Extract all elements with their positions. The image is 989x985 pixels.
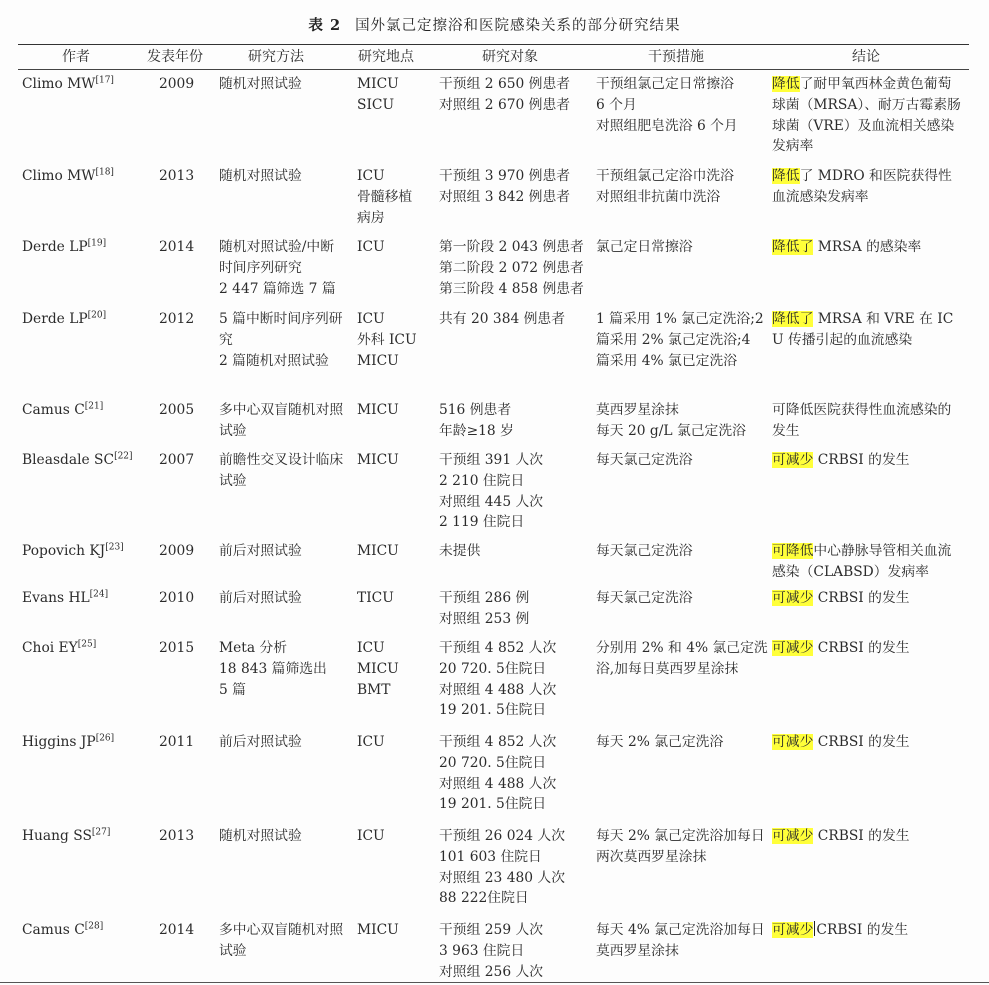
cell-subject: 干预组 4 852 人次 20 720. 5住院日 对照组 4 488 人次 19 201. 5住院日 xyxy=(439,734,557,813)
cell-measure: 干预组氯己定日常擦浴 6 个月 对照组肥皂洗浴 6 个月 xyxy=(596,76,738,134)
reference-mark: [23] xyxy=(105,542,124,553)
highlighted-text: 可减少 xyxy=(772,640,814,656)
highlighted-text: 可减少 xyxy=(772,922,814,938)
highlighted-text: 降低了 xyxy=(772,311,814,327)
highlighted-text: 可降低 xyxy=(772,543,814,559)
cell-conclusion: 可减少 CRBSI 的发生 xyxy=(772,734,910,750)
cell-measure: 干预组氯己定浴巾洗浴 对照组非抗菌巾洗浴 xyxy=(596,168,734,205)
cell-author: Choi EY[25] xyxy=(22,639,97,656)
cell-method: 随机对照试验 xyxy=(219,168,302,184)
highlighted-text: 降低 xyxy=(772,168,800,184)
cell-method: 前瞻性交叉设计临床试验 xyxy=(219,452,344,489)
reference-mark: [19] xyxy=(87,238,107,249)
cell-year: 2014 xyxy=(159,922,195,938)
header-measure: 干预措施 xyxy=(648,49,704,65)
reference-mark: [18] xyxy=(95,167,114,178)
page-bottom-rule xyxy=(0,982,989,983)
cell-method: 多中心双盲随机对照试验 xyxy=(219,402,344,439)
cell-author: Huang SS[27] xyxy=(22,827,111,844)
table-caption xyxy=(0,14,989,35)
cell-measure: 分别用 2% 和 4% 氯己定洗浴,加每日莫西罗星涂抹 xyxy=(596,640,768,677)
cell-year: 2015 xyxy=(159,640,195,656)
reference-mark: [28] xyxy=(84,921,104,932)
cell-year: 2011 xyxy=(159,734,195,750)
cell-site: MICU xyxy=(357,452,399,468)
table-number: 表 2 xyxy=(308,17,342,34)
cell-conclusion: 降低了 MDRO 和医院获得性血流感染发病率 xyxy=(772,168,952,205)
reference-mark: [20] xyxy=(87,310,107,321)
header-site: 研究地点 xyxy=(358,49,414,65)
cell-subject: 未提供 xyxy=(439,543,481,559)
header-year: 发表年份 xyxy=(147,49,203,65)
cell-method: 随机对照试验 xyxy=(219,76,302,92)
reference-mark: [22] xyxy=(114,451,133,462)
cell-site: ICU MICU BMT xyxy=(357,640,399,698)
cell-measure: 每天 2% 氯己定洗浴 xyxy=(596,734,724,750)
cell-year: 2005 xyxy=(159,402,195,418)
cell-measure: 莫西罗星涂抹 每天 20 g/L 氯己定洗浴 xyxy=(596,402,746,439)
cell-site: TICU xyxy=(357,590,394,606)
cell-measure: 每天氯己定洗浴 xyxy=(596,452,693,468)
cell-measure: 1 篇采用 1% 氯己定洗浴;2 篇采用 2% 氯己定洗浴;4 篇采用 4% 氯已定洗浴 xyxy=(596,311,764,369)
cell-conclusion: 可降低中心静脉导管相关血流感染（CLABSD）发病率 xyxy=(772,543,952,580)
cell-subject: 干预组 286 例 对照组 253 例 xyxy=(439,590,530,627)
highlighted-text: 可减少 xyxy=(772,452,814,468)
cell-author: Camus C[21] xyxy=(22,401,104,418)
cell-measure: 每天 2% 氯己定洗浴加每日两次莫西罗星涂抹 xyxy=(596,828,765,865)
cell-site: MICU xyxy=(357,922,399,938)
cell-site: MICU xyxy=(357,402,399,418)
cell-subject: 干预组 3 970 例患者 对照组 3 842 例患者 xyxy=(439,168,571,205)
cell-year: 2009 xyxy=(159,76,195,92)
cell-author: Popovich KJ[23] xyxy=(22,542,124,559)
highlighted-text: 降低了 xyxy=(772,239,814,255)
cell-site: MICU SICU xyxy=(357,76,399,113)
cell-author: Evans HL[24] xyxy=(22,589,109,606)
header-method: 研究方法 xyxy=(248,49,304,65)
cell-year: 2009 xyxy=(159,543,195,559)
cell-subject: 共有 20 384 例患者 xyxy=(439,311,566,327)
reference-mark: [26] xyxy=(95,733,115,744)
reference-mark: [21] xyxy=(84,401,104,412)
cell-author: Derde LP[19] xyxy=(22,238,107,255)
cell-subject: 干预组 391 人次 2 210 住院日 对照组 445 人次 2 119 住院日 xyxy=(439,452,544,531)
cell-subject: 第一阶段 2 043 例患者 第二阶段 2 072 例患者 第三阶段 4 858 例患者 xyxy=(439,239,584,297)
cell-conclusion: 降低了耐甲氧西林金黄色葡萄球菌（MRSA）、耐万古霉素肠球菌（VRE）及血流相关感染发病率 xyxy=(772,76,961,155)
table-header-row xyxy=(0,46,989,68)
cell-subject: 516 例患者 年龄≥18 岁 xyxy=(439,402,514,439)
cell-conclusion: 可减少 CRBSI 的发生 xyxy=(772,452,910,468)
header-conclusion: 结论 xyxy=(852,49,880,65)
reference-mark: [17] xyxy=(95,75,114,86)
cell-year: 2014 xyxy=(159,239,195,255)
cell-subject: 干预组 4 852 人次 20 720. 5住院日 对照组 4 488 人次 19 201. 5住院日 xyxy=(439,640,557,719)
cell-author: Higgins JP[26] xyxy=(22,733,115,750)
cell-author: Bleasdale SC[22] xyxy=(22,451,133,468)
cell-year: 2013 xyxy=(159,168,195,184)
cell-conclusion: 可减少 CRBSI 的发生 xyxy=(772,640,910,656)
table-header-rule xyxy=(18,69,969,70)
cell-measure: 每天 4% 氯己定洗浴加每日莫西罗星涂抹 xyxy=(596,922,765,959)
reference-mark: [25] xyxy=(77,639,97,650)
cell-site: ICU xyxy=(357,239,385,255)
cell-subject: 干预组 2 650 例患者 对照组 2 670 例患者 xyxy=(439,76,571,113)
cell-measure: 氯己定日常擦浴 xyxy=(596,239,693,255)
cell-site: ICU xyxy=(357,734,385,750)
cell-site: ICU 骨髓移植 病房 xyxy=(357,168,413,226)
highlighted-text: 可减少 xyxy=(772,734,814,750)
cell-site: ICU xyxy=(357,828,385,844)
cell-site: ICU 外科 ICU MICU xyxy=(357,311,417,369)
table-title: 国外氯己定擦浴和医院感染关系的部分研究结果 xyxy=(355,18,681,34)
cell-method: Meta 分析 18 843 篇筛选出 5 篇 xyxy=(219,640,327,698)
cell-measure: 每天氯己定洗浴 xyxy=(596,590,693,606)
cell-conclusion: 可降低医院获得性血流感染的发生 xyxy=(772,402,952,439)
cell-year: 2007 xyxy=(159,452,195,468)
cell-author: Camus C[28] xyxy=(22,921,104,938)
cell-conclusion: 降低了 MRSA 和 VRE 在 ICU 传播引起的血流感染 xyxy=(772,311,954,348)
cell-subject: 干预组 259 人次 3 963 住院日 对照组 256 人次 xyxy=(439,922,544,980)
cell-year: 2012 xyxy=(159,311,195,327)
reference-mark: [27] xyxy=(91,827,111,838)
cell-year: 2013 xyxy=(159,828,195,844)
cell-method: 随机对照试验 xyxy=(219,828,302,844)
cell-conclusion: 可减少 CRBSI 的发生 xyxy=(772,922,909,938)
highlighted-text: 可减少 xyxy=(772,828,814,844)
cell-method: 5 篇中断时间序列研究 2 篇随机对照试验 xyxy=(219,311,343,369)
cell-conclusion: 降低了 MRSA 的感染率 xyxy=(772,239,922,255)
cell-measure: 每天氯己定洗浴 xyxy=(596,543,693,559)
highlighted-text: 降低 xyxy=(772,76,800,92)
reference-mark: [24] xyxy=(89,589,109,600)
table-top-rule xyxy=(18,44,969,45)
cell-year: 2010 xyxy=(159,590,195,606)
highlighted-text: 可减少 xyxy=(772,590,814,606)
header-subject: 研究对象 xyxy=(482,49,538,65)
cell-author: Derde LP[20] xyxy=(22,310,107,327)
cell-site: MICU xyxy=(357,543,399,559)
cell-method: 多中心双盲随机对照试验 xyxy=(219,922,344,959)
cell-author: Climo MW[17] xyxy=(22,75,114,92)
cell-method: 前后对照试验 xyxy=(219,543,302,559)
cell-conclusion: 可减少 CRBSI 的发生 xyxy=(772,828,910,844)
cell-method: 随机对照试验/中断时间序列研究 2 447 篇筛选 7 篇 xyxy=(219,239,336,297)
cell-method: 前后对照试验 xyxy=(219,590,302,606)
cell-author: Climo MW[18] xyxy=(22,167,114,184)
cell-conclusion: 可减少 CRBSI 的发生 xyxy=(772,590,910,606)
cell-method: 前后对照试验 xyxy=(219,734,302,750)
header-author: 作者 xyxy=(62,49,90,65)
cell-subject: 干预组 26 024 人次 101 603 住院日 对照组 23 480 人次 88 222住院日 xyxy=(439,828,566,907)
